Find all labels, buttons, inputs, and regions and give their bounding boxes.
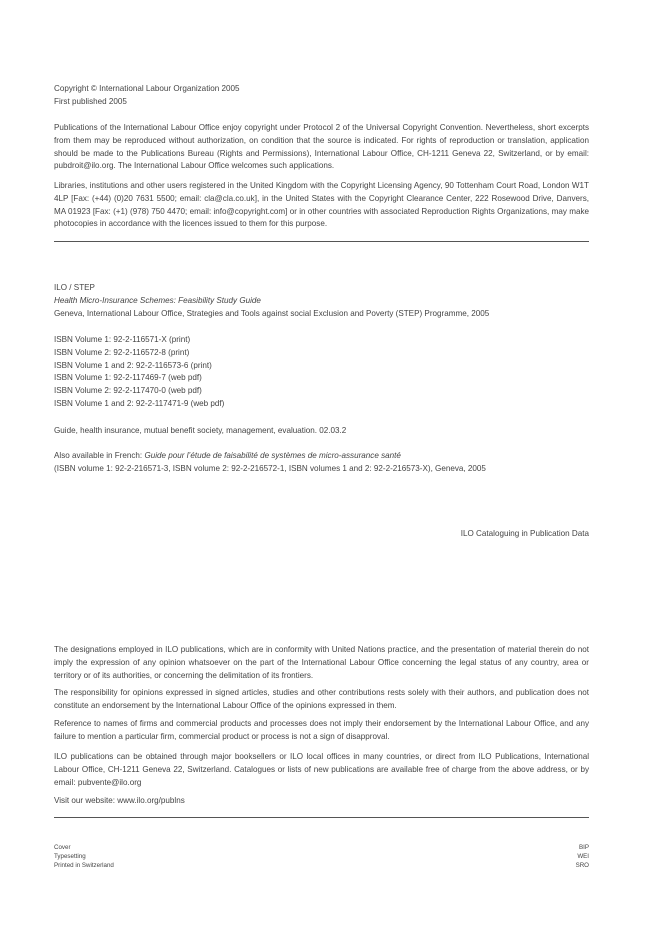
colophon-cover-code: BIP bbox=[579, 844, 589, 851]
responsibility-paragraph bbox=[54, 687, 589, 713]
designations-text: The designations employed in ILO publications, which are in conformity with United Nations practice, and the presentation of material therein do not imply the expression of any opinion whatsoever on the part of the International Labour Office concerning the legal status of any country, area or territory or of its authorities, or concerning the delimitation of its frontiers. bbox=[54, 645, 589, 680]
french-edition-line bbox=[54, 450, 589, 463]
cip-label: ILO Cataloguing in Publication Data bbox=[460, 529, 589, 538]
copyright-page bbox=[54, 0, 589, 936]
colophon-cover: Cover bbox=[54, 844, 71, 851]
cip-section bbox=[54, 528, 589, 541]
catalog-header bbox=[54, 282, 589, 320]
book-title: Health Micro-Insurance Schemes: Feasibility Study Guide bbox=[54, 295, 261, 305]
isbn-item: ISBN Volume 1 and 2: 92-2-116573-6 (print) bbox=[54, 360, 212, 370]
isbn-list bbox=[54, 334, 589, 411]
obtain-publications-text: ILO publications can be obtained through major booksellers or ILO local offices in many countries, or direct from ILO Publications, International Labour Office, CH-1211 Geneva 22, Switzerland. Catalogues or lists of new publications are available free of charge from the above address, or by email: pubvente@ilo.org bbox=[54, 752, 589, 787]
colophon-printed: Printed in Switzerland bbox=[54, 861, 114, 869]
french-prefix: Also available in French: bbox=[54, 451, 145, 460]
isbn-item: ISBN Volume 1: 92-2-116571-X (print) bbox=[54, 335, 191, 344]
isbn-item: ISBN Volume 1: 92-2-117469-7 (web pdf) bbox=[54, 373, 202, 383]
website-line: Visit our website: www.ilo.org/publns bbox=[54, 796, 185, 805]
series-name: ILO / STEP bbox=[54, 283, 95, 292]
colophon-typesetting-code: WEI bbox=[577, 852, 589, 860]
colophon-printed-code: SRO bbox=[575, 861, 589, 869]
isbn-item: ISBN Volume 2: 92-2-117470-0 (web pdf) bbox=[54, 386, 202, 396]
endorsement-paragraph bbox=[54, 718, 589, 744]
copyright-section bbox=[54, 83, 589, 109]
keywords-line: Guide, health insurance, mutual benefit society, management, evaluation. 02.03.2 bbox=[54, 426, 347, 435]
french-edition-section bbox=[54, 450, 589, 476]
reproduction-rights-paragraph bbox=[54, 122, 589, 173]
copyright-line: Copyright © International Labour Organization 2005 bbox=[54, 84, 240, 93]
responsibility-text: The responsibility for opinions expressed in signed articles, studies and other contributions rests solely with their authors, and publication does not constitute an endorsement by the International Labour Office of the opinions expressed in them. bbox=[54, 688, 589, 710]
endorsement-text: Reference to names of firms and commercial products and processes does not imply their endorsement by the International Labour Office, and any failure to mention a particular firm, commercial product or process is not a sign of disapproval. bbox=[54, 719, 589, 741]
designations-paragraph bbox=[54, 644, 589, 682]
obtain-publications-paragraph bbox=[54, 751, 589, 789]
publisher-line: Geneva, International Labour Office, Strategies and Tools against social Exclusion and Poverty (STEP) Programme, 2005 bbox=[54, 308, 490, 318]
isbn-item: ISBN Volume 1 and 2: 92-2-117471-9 (web pdf) bbox=[54, 398, 225, 408]
french-title: Guide pour l’étude de faisabilité de systèmes de micro-assurance santé bbox=[144, 451, 401, 460]
colophon-right bbox=[54, 844, 589, 870]
french-isbn-line: (ISBN volume 1: 92-2-216571-3, ISBN volume 2: 92-2-216572-1, ISBN volumes 1 and 2: 92-2-216573-X), Geneva, 2005 bbox=[54, 463, 486, 473]
licensing-text: Libraries, institutions and other users registered in the United Kingdom with the Copyright Licensing Agency, 90 Tottenham Court Road, London W1T 4LP [Fax: (+44) (0)20 7631 5500; email: cla@cla.co.uk], in the United States with the Copyright Clearance Center, 222 Rosewood Drive, Danvers, MA 01923 [Fax: (+1) (978) 750 4470; email: info@copyright.com] or in other countries with associated Reproduction Rights Organizations, may make photocopies in accordance with the licences issued to them for this purpose. bbox=[54, 181, 589, 229]
website-section bbox=[54, 795, 589, 808]
first-published-line: First published 2005 bbox=[54, 96, 127, 106]
reproduction-rights-text: Publications of the International Labour Office enjoy copyright under Protocol 2 of the Universal Copyright Convention. Nevertheless, short excerpts from them may be reproduced without authorization, on condition that the source is indicated. For rights of reproduction or translation, application should be made to the Publications Bureau (Rights and Permissions), International Labour Office, CH-1211 Geneva 22, Switzerland, or by email: pubdroit@ilo.org. The International Labour Office welcomes such applications. bbox=[54, 123, 589, 171]
divider-top bbox=[54, 241, 589, 242]
keywords-section bbox=[54, 425, 589, 438]
licensing-paragraph bbox=[54, 180, 589, 231]
isbn-item: ISBN Volume 2: 92-2-116572-8 (print) bbox=[54, 347, 190, 357]
colophon-typesetting: Typesetting bbox=[54, 852, 86, 860]
divider-bottom bbox=[54, 817, 589, 818]
